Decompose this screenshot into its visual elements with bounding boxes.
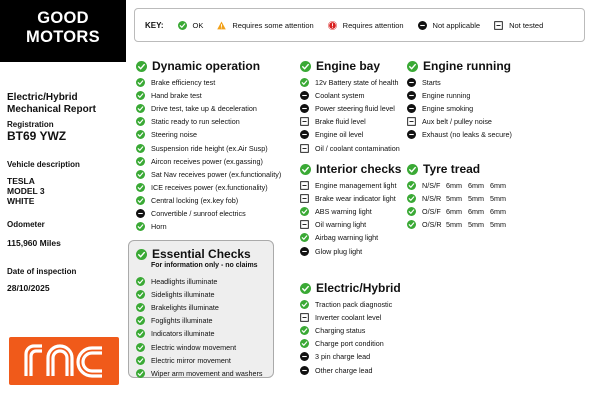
section-tyre-tread [407, 161, 587, 231]
not-tested-icon [300, 194, 309, 203]
tyre-depth: 6mm [446, 181, 462, 191]
check-icon [300, 207, 309, 216]
check-icon [136, 130, 145, 139]
section-title-text: Engine running [423, 59, 511, 73]
tyre-row [407, 192, 587, 205]
check-label: Engine smoking [422, 104, 474, 114]
check-label: Hand brake test [151, 91, 202, 101]
not-tested-icon [300, 144, 309, 153]
check-icon [300, 233, 309, 242]
tyre-depths [446, 207, 512, 216]
section-title-text: Tyre tread [423, 162, 481, 176]
check-icon [136, 61, 147, 72]
check-label: Traction pack diagnostic [315, 300, 393, 310]
check-row [136, 340, 272, 353]
check-icon [136, 157, 145, 166]
check-icon [136, 222, 145, 231]
check-icon [136, 316, 145, 325]
section-title [300, 58, 405, 74]
vehicle-info [7, 92, 125, 293]
check-icon [136, 290, 145, 299]
check-icon [136, 356, 145, 365]
tyre-depth: 5mm [490, 194, 506, 204]
not-tested-icon [300, 181, 309, 190]
essential-note: For information only - no claims [151, 262, 258, 269]
tyre-depth: 6mm [490, 181, 506, 191]
tyre-row [407, 218, 587, 231]
check-label: Foglights illuminate [151, 316, 213, 326]
minus-icon [407, 104, 416, 113]
not-tested-icon [300, 117, 309, 126]
vehicle-model: MODEL 3 [7, 186, 45, 196]
check-icon [136, 117, 145, 126]
check-row [300, 350, 405, 363]
check-row [136, 128, 296, 141]
not-tested-icon [300, 220, 309, 229]
check-row [136, 194, 296, 207]
section-title-text: Interior checks [316, 162, 402, 176]
date-label: Date of inspection [7, 267, 77, 276]
check-label: Electric window movement [151, 342, 237, 352]
check-row [136, 115, 296, 128]
section-title-text: Engine bay [316, 59, 381, 73]
check-row [407, 128, 587, 141]
section-title [136, 58, 296, 74]
check-label: Brakelights illuminate [151, 303, 219, 313]
check-label: Sidelights illuminate [151, 290, 215, 300]
tyre-depth: 5mm [490, 220, 506, 230]
check-row [300, 89, 405, 102]
tyre-depths [446, 220, 512, 229]
check-icon [300, 283, 311, 294]
check-row [136, 181, 296, 194]
check-row [300, 141, 405, 154]
check-row [300, 192, 405, 205]
not-tested-icon [407, 117, 416, 126]
tyre-depth: 5mm [446, 220, 462, 230]
check-row [136, 220, 296, 233]
good-motors-logo [0, 0, 126, 79]
section-title [300, 161, 405, 177]
section-engine-bay [300, 58, 405, 155]
check-label: Engine oil level [315, 130, 364, 140]
check-label: Headlights illuminate [151, 277, 218, 287]
check-row [300, 337, 405, 350]
check-icon [136, 196, 145, 205]
minus-icon [300, 247, 309, 256]
minus-icon [300, 366, 309, 375]
section-title [407, 58, 587, 74]
check-label: Other charge lead [315, 365, 373, 375]
check-label: Brake efficiency test [151, 78, 216, 88]
check-row [300, 324, 405, 337]
registration-value: BT69 YWZ [7, 129, 67, 143]
check-icon [407, 194, 416, 203]
check-row [300, 231, 405, 244]
check-label: Central locking (ex.key fob) [151, 195, 239, 205]
check-label: Steering noise [151, 130, 197, 140]
report-title-line1: Electric/Hybrid [7, 92, 78, 103]
check-label: Engine running [422, 91, 471, 101]
status-key [134, 8, 585, 42]
check-label: Oil / coolant contamination [315, 143, 400, 153]
minus-icon [407, 78, 416, 87]
check-label: 12v Battery state of health [315, 78, 399, 88]
check-label: Inverter coolant level [315, 313, 382, 323]
check-icon [178, 21, 187, 30]
section-essential-checks [136, 246, 272, 380]
tyre-depths [446, 194, 512, 203]
check-icon [136, 91, 145, 100]
check-row [136, 76, 296, 89]
tyre-position: N/S/F [422, 181, 441, 191]
check-icon [300, 61, 311, 72]
key-label: Not tested [509, 20, 544, 30]
section-engine-running [407, 58, 587, 141]
section-title [136, 246, 272, 262]
check-row [300, 205, 405, 218]
section-electric-hybrid [300, 280, 405, 377]
key-label: Requires attention [342, 20, 404, 30]
check-label: ABS warning light [315, 207, 372, 217]
check-row [300, 311, 405, 324]
tyre-depth: 6mm [490, 207, 506, 217]
check-row [300, 128, 405, 141]
key-item-ok [178, 21, 204, 30]
check-label: Aircon receives power (ex.gassing) [151, 156, 263, 166]
check-icon [136, 369, 145, 378]
check-icon [300, 326, 309, 335]
check-label: 3 pin charge lead [315, 352, 371, 362]
minus-icon [407, 130, 416, 139]
check-row [136, 314, 272, 327]
minus-icon [418, 21, 427, 30]
check-icon [136, 78, 145, 87]
check-row [136, 207, 296, 220]
check-icon [136, 170, 145, 179]
section-title-text: Electric/Hybrid [316, 281, 401, 295]
section-title-text: Essential Checks [152, 247, 251, 261]
check-row [300, 179, 405, 192]
check-label: Convertible / sunroof electrics [151, 208, 246, 218]
check-row [136, 327, 272, 340]
check-row [136, 301, 272, 314]
minus-icon [300, 104, 309, 113]
check-row [300, 244, 405, 257]
check-row [300, 298, 405, 311]
tyre-position: O/S/R [422, 220, 442, 230]
not-tested-icon [494, 21, 503, 30]
key-label: OK [192, 20, 204, 30]
key-item-not-tested [494, 21, 543, 30]
check-icon [136, 183, 145, 192]
section-title-text: Dynamic operation [152, 59, 261, 73]
check-icon [407, 207, 416, 216]
check-row [136, 275, 272, 288]
check-row [136, 288, 272, 301]
check-row [136, 141, 296, 154]
check-label: ICE receives power (ex.functionality) [151, 182, 268, 192]
check-row [407, 89, 587, 102]
tyre-depth: 5mm [468, 220, 484, 230]
not-tested-icon [300, 313, 309, 322]
check-row [407, 102, 587, 115]
check-label: Aux belt / pulley noise [422, 117, 492, 127]
check-icon [136, 249, 147, 260]
minus-icon [136, 209, 145, 218]
logo-url: WWW.GOOD-MOTORS.CO.UK [0, 69, 126, 79]
tyre-depth: 6mm [468, 181, 484, 191]
warning-icon [217, 21, 226, 30]
alert-icon [328, 21, 337, 30]
check-label: Static ready to run selection [151, 117, 240, 127]
tyre-depth: 5mm [468, 194, 484, 204]
check-label: Sat Nav receives power (ex.functionality) [151, 169, 282, 179]
key-item-alert [328, 21, 404, 30]
tyre-depths [446, 181, 512, 190]
check-row [300, 76, 405, 89]
check-row [136, 168, 296, 181]
tyre-position: N/S/R [422, 194, 442, 204]
tyre-row [407, 205, 587, 218]
check-icon [300, 300, 309, 309]
section-title [300, 280, 405, 296]
check-label: Power steering fluid level [315, 104, 395, 114]
check-row [136, 367, 272, 380]
check-icon [407, 220, 416, 229]
check-row [136, 102, 296, 115]
key-item-na [418, 21, 481, 30]
check-label: Engine management light [315, 181, 397, 191]
key-item-warning [217, 21, 313, 30]
minus-icon [300, 352, 309, 361]
check-row [300, 218, 405, 231]
odometer-label: Odometer [7, 220, 45, 229]
vehicle-description-label: Vehicle description [7, 160, 80, 169]
check-label: Wiper arm movement and washers [151, 368, 263, 378]
check-row [136, 89, 296, 102]
check-row [300, 363, 405, 376]
check-icon [407, 61, 418, 72]
key-label: Requires some attention [232, 20, 314, 30]
check-icon [407, 164, 418, 175]
vehicle-colour: WHITE [7, 196, 35, 206]
tyre-depth: 6mm [446, 207, 462, 217]
check-icon [136, 277, 145, 286]
check-label: Brake fluid level [315, 117, 366, 127]
tyre-row [407, 179, 587, 192]
check-label: Exhaust (no leaks & secure) [422, 130, 512, 140]
check-label: Oil warning light [315, 220, 367, 230]
check-label: Brake wear indicator light [315, 194, 396, 204]
check-label: Charging status [315, 326, 366, 336]
check-icon [136, 144, 145, 153]
check-label: Charge port condition [315, 339, 384, 349]
date-value: 28/10/2025 [7, 283, 50, 293]
check-row [136, 155, 296, 168]
check-label: Drive test, take up & deceleration [151, 104, 257, 114]
check-label: Electric mirror movement [151, 355, 231, 365]
check-row [407, 76, 587, 89]
check-icon [136, 104, 145, 113]
minus-icon [300, 91, 309, 100]
check-label: Indicators illuminate [151, 329, 215, 339]
rac-logo-mark [22, 344, 106, 378]
check-label: Coolant system [315, 91, 365, 101]
check-icon [136, 329, 145, 338]
check-label: Airbag warning light [315, 233, 379, 243]
registration-label: Registration [7, 120, 54, 129]
check-icon [136, 303, 145, 312]
check-label: Glow plug light [315, 246, 363, 256]
check-icon [300, 164, 311, 175]
key-title: KEY: [145, 20, 164, 30]
minus-icon [407, 91, 416, 100]
section-interior-checks [300, 161, 405, 258]
check-icon [300, 339, 309, 348]
check-label: Suspension ride height (ex.Air Susp) [151, 143, 268, 153]
section-dynamic-operation [136, 58, 296, 233]
vehicle-make: TESLA [7, 176, 35, 186]
odometer-value: 115,960 Miles [7, 238, 61, 248]
minus-icon [300, 130, 309, 139]
tyre-depth: 6mm [468, 207, 484, 217]
check-row [300, 115, 405, 128]
rac-logo [9, 337, 119, 385]
key-label: Not applicable [432, 20, 481, 30]
tyre-position: O/S/F [422, 207, 441, 217]
tyre-depth: 5mm [446, 194, 462, 204]
report-title-line2: Mechanical Report [7, 104, 96, 115]
check-icon [136, 343, 145, 352]
section-title [407, 161, 587, 177]
check-row [300, 102, 405, 115]
check-row [136, 354, 272, 367]
check-row [407, 115, 587, 128]
check-icon [300, 78, 309, 87]
check-icon [407, 181, 416, 190]
check-label: Starts [422, 78, 441, 88]
logo-name: GOOD MOTORS [26, 9, 100, 46]
check-label: Horn [151, 222, 167, 232]
